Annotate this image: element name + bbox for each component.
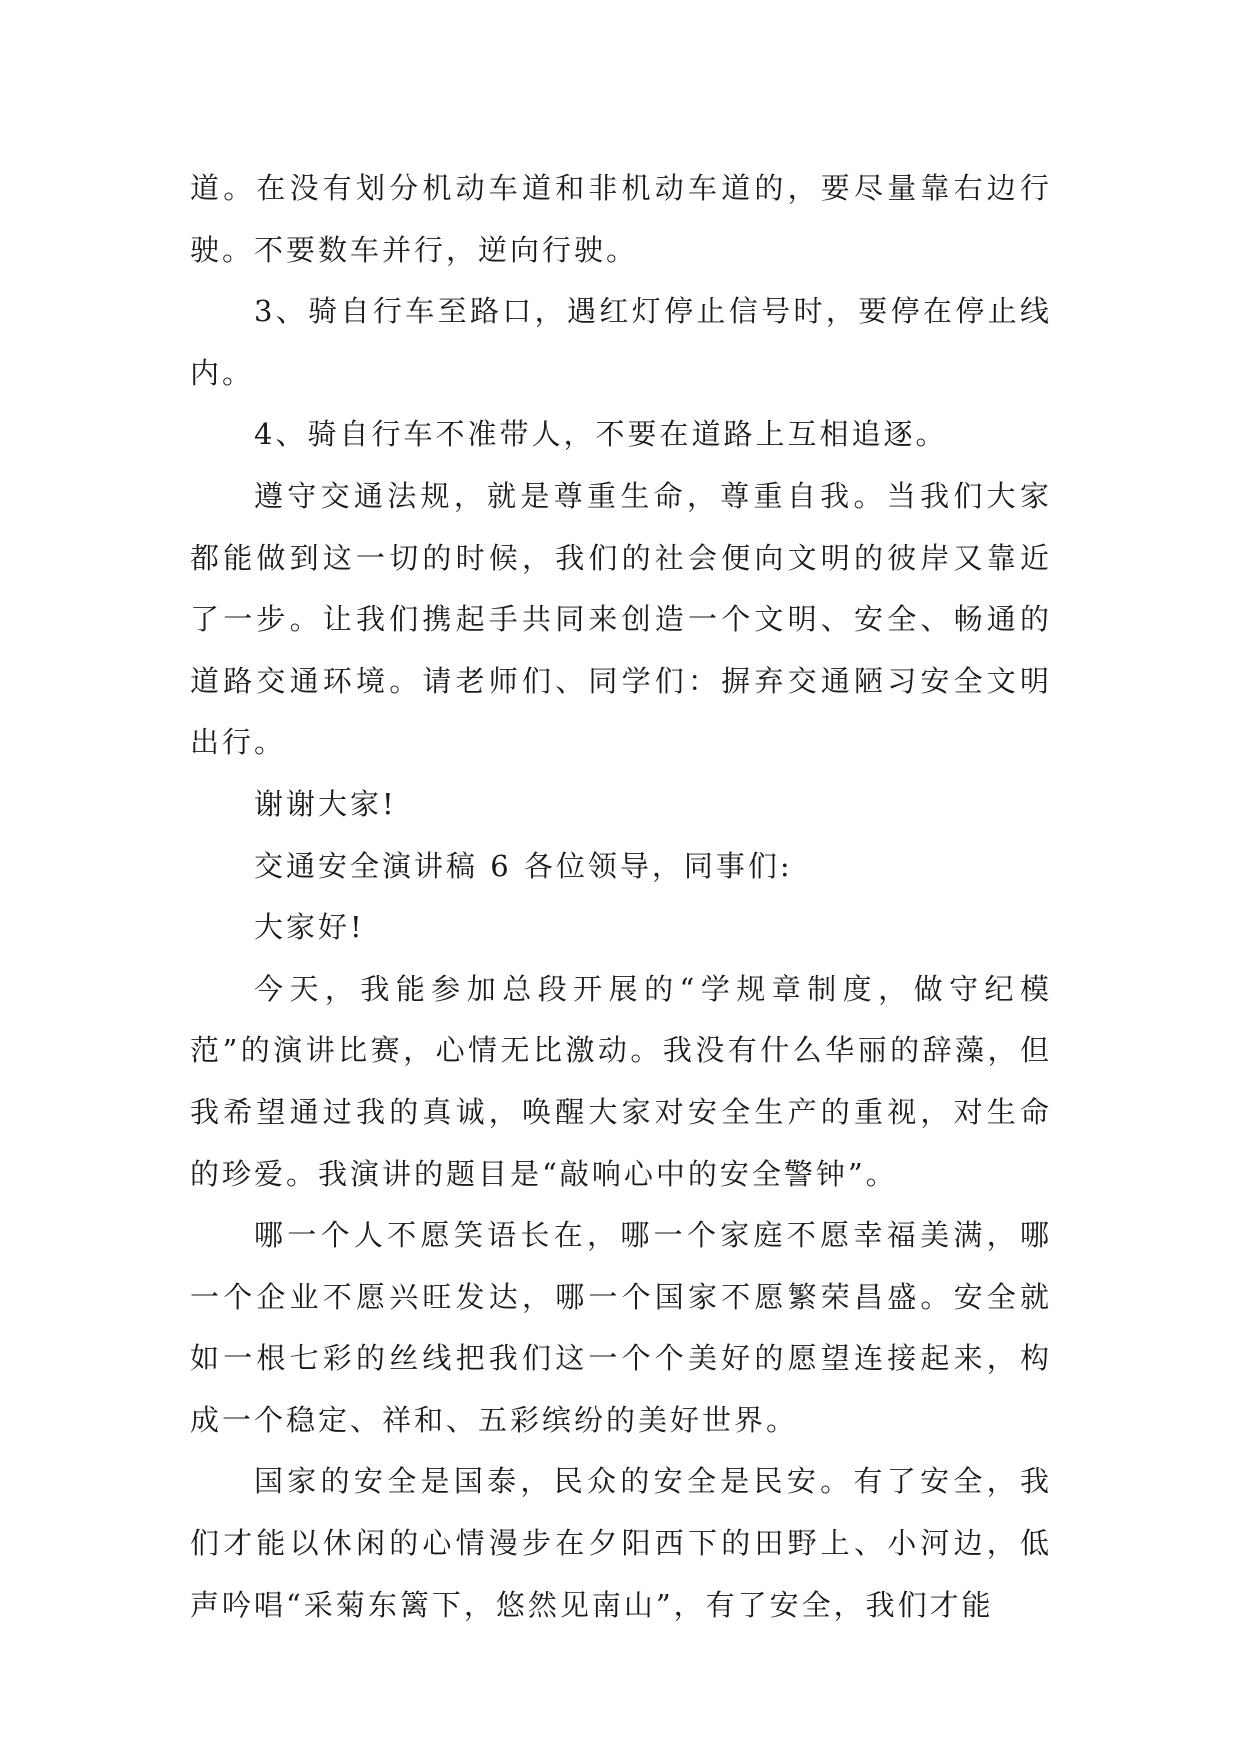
paragraph-intro: 今天，我能参加总段开展的“学规章制度，做守纪模范”的演讲比赛，心情无比激动。我没有什么华丽的辞藻，但我希望通过我的真诚，唤醒大家对安全生产的重视，对生命的珍爱。我演讲的题目是“敲响心中的安全警钟”。: [190, 971, 1052, 1191]
paragraph-thanks: 谢谢大家!: [254, 786, 397, 821]
paragraph-rule-4: 4、骑自行车不准带人，不要在道路上互相追逐。: [254, 417, 948, 452]
document-body: [190, 158, 1052, 1636]
paragraph-rule-3: 3、骑自行车至路口，遇红灯停止信号时，要停在停止线内。: [190, 294, 1052, 390]
paragraph-speech-6-heading: 交通安全演讲稿 6 各位领导，同事们:: [254, 848, 793, 883]
paragraph-conclusion: 遵守交通法规，就是尊重生命，尊重自我。当我们大家都能做到这一切的时候，我们的社会便向文明的彼岸又靠近了一步。让我们携起手共同来创造一个文明、安全、畅通的道路交通环境。请老师们、同学们：摒弃交通陋习安全文明出行。: [190, 478, 1052, 760]
paragraph-national-safety: 国家的安全是国泰，民众的安全是民安。有了安全，我们才能以休闲的心情漫步在夕阳西下的田野上、小河边，低声吟唱“采菊东篱下，悠然见南山”，有了安全，我们才能: [190, 1464, 1052, 1622]
paragraph-greeting: 大家好!: [254, 910, 365, 945]
paragraph-wishes: 哪一个人不愿笑语长在，哪一个家庭不愿幸福美满，哪一个企业不愿兴旺发达，哪一个国家不愿繁荣昌盛。安全就如一根七彩的丝线把我们这一个个美好的愿望连接起来，构成一个稳定、祥和、五彩缤纷的美好世界。: [190, 1218, 1052, 1437]
paragraph-continuation: 道。在没有划分机动车道和非机动车道的，要尽量靠右边行驶。不要数车并行，逆向行驶。: [190, 171, 1052, 267]
